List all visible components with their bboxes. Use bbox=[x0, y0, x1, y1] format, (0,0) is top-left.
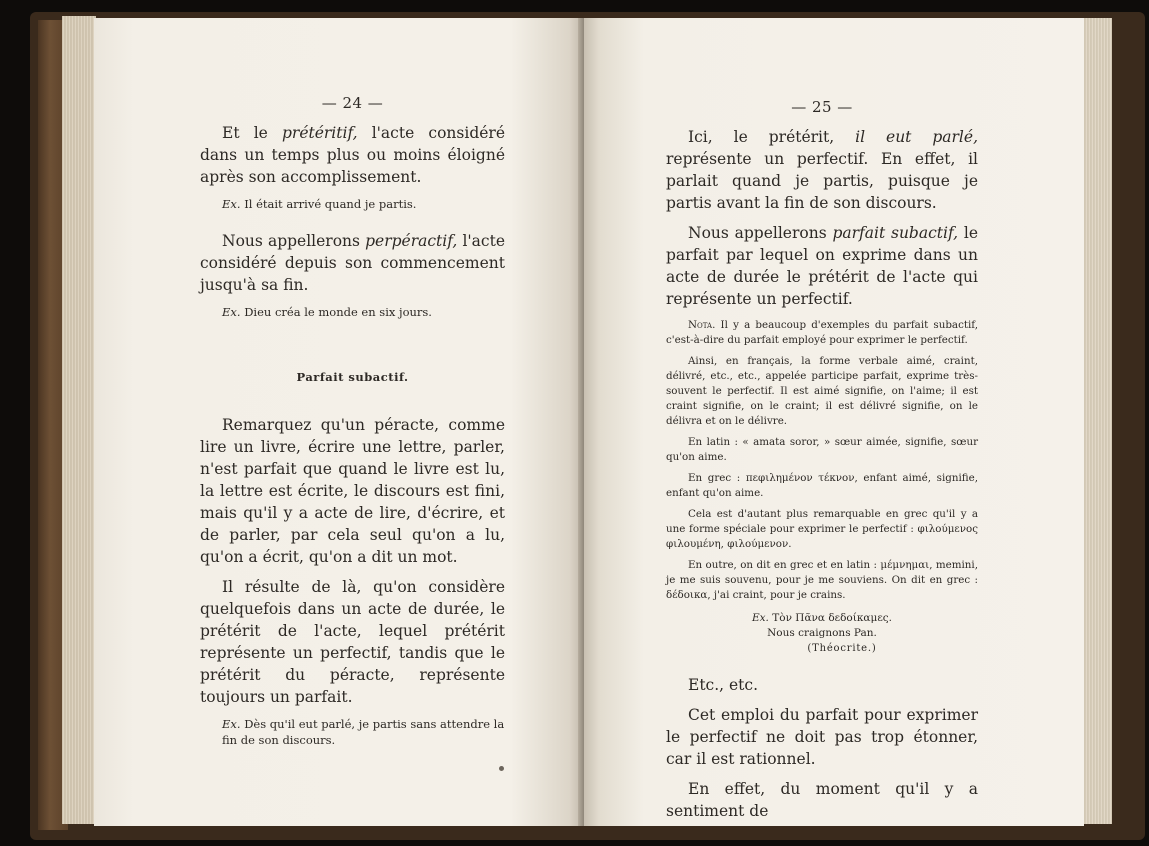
example: Ex. Dès qu'il eut parlé, je partis sans attendre la fin de son discours. bbox=[222, 717, 505, 747]
page-mark bbox=[499, 766, 504, 771]
citation: (Théocrite.) bbox=[807, 643, 877, 654]
paragraph: Cet emploi du parfait pour exprimer le perfectif ne doit pas trop étonner, car il est rationnel. bbox=[666, 706, 978, 768]
note: En latin : « amata soror, » sœur aimée, signifie, sœur qu'on aime. bbox=[666, 436, 978, 463]
paragraph: Nous appellerons perpéractif, l'acte considéré depuis son commencement jusqu'à sa fin. bbox=[200, 232, 506, 294]
example: Ex. Dieu créa le monde en six jours. bbox=[222, 305, 432, 319]
left-page-text bbox=[200, 94, 505, 766]
paragraph: Nous appellerons parfait subactif, le parfait par lequel on exprime dans un acte de durée le prétérit de l'acte qui représente un perfectif. bbox=[666, 224, 978, 308]
right-page bbox=[584, 18, 1084, 826]
paragraph: Il résulte de là, qu'on considère quelquefois dans un acte de durée, le prétérit de l'acte, lequel prétérit représente un perfectif, tandis que le prétérit du péracte, représente toujours un parfait. bbox=[200, 578, 505, 706]
paragraph: Ici, le prétérit, il eut parlé, représente un perfectif. En effet, il parlait quand je partis, puisque je partis avant la fin de son discours. bbox=[666, 128, 978, 212]
note: Ainsi, en français, la forme verbale aimé, craint, délivré, etc., etc., appelée participe parfait, exprime très-souvent le perfectif. Il est aimé signifie, on l'aime; il est craint signifie, on le craint; il est délivré signifie, on le délivra et on le délivre. bbox=[666, 355, 978, 427]
note: Nota. Il y a beaucoup d'exemples du parfait subactif, c'est-à-dire du parfait employé pour exprimer le perfectif. bbox=[666, 319, 978, 346]
greek-translation: Nous craignons Pan. bbox=[767, 627, 877, 639]
right-page-stack bbox=[1082, 18, 1112, 824]
example: Ex. Il était arrivé quand je partis. bbox=[222, 197, 417, 211]
section-heading: Parfait subactif. bbox=[296, 370, 409, 384]
paragraph: Remarquez qu'un péracte, comme lire un livre, écrire une lettre, parler, n'est parfait que quand le livre est lu, la lettre est écrite, le discours est fini, mais qu'il y a acte de lire, d'écrire, et de parler, par cela seul qu'on a lu, qu'on a écrit, qu'on a dit un mot. bbox=[200, 416, 505, 566]
note: En outre, on dit en grec et en latin : μέμνημαι, memini, je me suis souvenu, pour je me souviens. On dit en grec : δέδοικα, j'ai craint, pour je crains. bbox=[666, 559, 978, 601]
page-number: — 25 — bbox=[791, 98, 853, 116]
paragraph: Et le prétéritif, l'acte considéré dans un temps plus ou moins éloigné après son accomplissement. bbox=[200, 124, 505, 186]
note: Cela est d'autant plus remarquable en grec qu'il y a une forme spéciale pour exprimer le perfectif : φιλούμενος φιλουμένη, φιλούμενον. bbox=[666, 508, 978, 550]
right-page-text bbox=[666, 98, 978, 830]
paragraph: En effet, du moment qu'il y a sentiment de bbox=[666, 780, 978, 820]
note: En grec : πεφιλημένον τέκνον, enfant aimé, signifie, enfant qu'on aime. bbox=[666, 472, 978, 499]
page-number: — 24 — bbox=[321, 94, 384, 112]
left-page-stack bbox=[62, 16, 96, 824]
paragraph: Etc., etc. bbox=[688, 676, 759, 694]
left-page bbox=[94, 18, 584, 826]
greek-example: Ex. Τὸν Πᾶνα δεδοίκαμες. bbox=[751, 612, 893, 624]
